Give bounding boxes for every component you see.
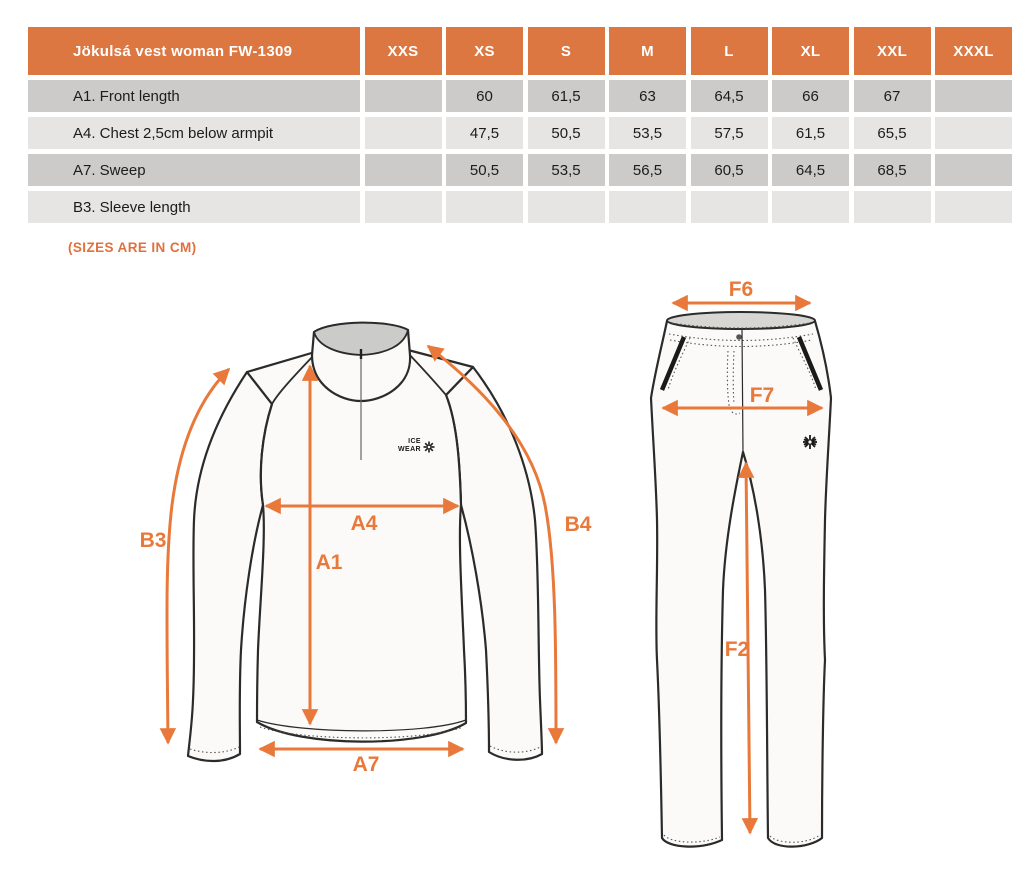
row-label: A1. Front length (28, 80, 360, 112)
size-value-cell: 50,5 (528, 117, 605, 149)
size-value-cell (854, 191, 931, 223)
size-value-cell: 57,5 (691, 117, 768, 149)
size-value-cell: 68,5 (854, 154, 931, 186)
label-f7: F7 (749, 384, 775, 407)
column-header-l: L (691, 27, 768, 75)
pants-outline (651, 315, 831, 847)
size-value-cell: 47,5 (446, 117, 523, 149)
label-a7: A7 (352, 753, 380, 776)
size-value-cell: 53,5 (609, 117, 686, 149)
waist-button (736, 334, 742, 340)
label-f6: F6 (728, 278, 754, 301)
size-value-cell (528, 191, 605, 223)
size-value-cell: 61,5 (528, 80, 605, 112)
column-header-xxxl: XXXL (935, 27, 1012, 75)
label-f2: F2 (724, 638, 750, 661)
size-chart-table (28, 27, 1012, 223)
size-value-cell (609, 191, 686, 223)
size-value-cell: 53,5 (528, 154, 605, 186)
label-b3: B3 (139, 529, 167, 552)
size-value-cell (365, 154, 442, 186)
size-value-cell: 66 (772, 80, 849, 112)
waist-opening (667, 312, 815, 329)
size-value-cell (691, 191, 768, 223)
shirt-measurement-diagram (80, 295, 592, 787)
label-a1: A1 (315, 551, 343, 574)
label-b4: B4 (564, 513, 592, 536)
size-value-cell (365, 117, 442, 149)
size-value-cell (446, 191, 523, 223)
pants-measurement-diagram (630, 278, 862, 880)
size-value-cell (365, 191, 442, 223)
svg-text:WEAR: WEAR (398, 446, 421, 453)
size-value-cell: 56,5 (609, 154, 686, 186)
row-label: A7. Sweep (28, 154, 360, 186)
column-header-m: M (609, 27, 686, 75)
size-value-cell (935, 191, 1012, 223)
size-value-cell: 65,5 (854, 117, 931, 149)
column-header-xl: XL (772, 27, 849, 75)
row-label: B3. Sleeve length (28, 191, 360, 223)
label-a4: A4 (350, 512, 378, 535)
size-value-cell: 64,5 (772, 154, 849, 186)
size-value-cell: 50,5 (446, 154, 523, 186)
column-header-s: S (528, 27, 605, 75)
snowflake-center (808, 440, 811, 443)
size-value-cell: 60 (446, 80, 523, 112)
size-value-cell (935, 117, 1012, 149)
size-value-cell: 63 (609, 80, 686, 112)
size-value-cell: 67 (854, 80, 931, 112)
size-value-cell (365, 80, 442, 112)
units-note: (SIZES ARE IN CM) (68, 240, 197, 255)
size-value-cell (935, 80, 1012, 112)
shirt-body (247, 350, 473, 742)
size-value-cell (772, 191, 849, 223)
size-value-cell: 61,5 (772, 117, 849, 149)
row-label: A4. Chest 2,5cm below armpit (28, 117, 360, 149)
size-chart-title: Jökulsá vest woman FW-1309 (28, 27, 360, 75)
column-header-xxl: XXL (854, 27, 931, 75)
size-value-cell: 64,5 (691, 80, 768, 112)
size-value-cell (935, 154, 1012, 186)
size-value-cell: 60,5 (691, 154, 768, 186)
column-header-xs: XS (446, 27, 523, 75)
column-header-xxs: XXS (365, 27, 442, 75)
svg-text:ICE: ICE (408, 438, 421, 445)
